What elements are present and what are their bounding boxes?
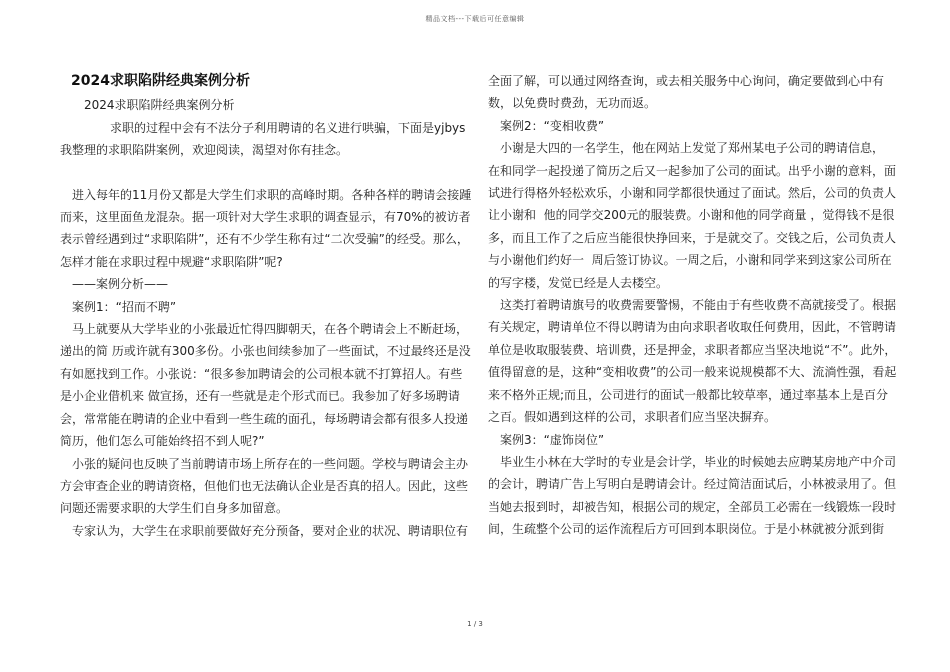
case2-paragraph-2: 这类打着聘请旗号的收费需要警惕，不能由于有些收费不高就接受了。根据有关规定，聘请单位不得以聘请为由向求职者收取任何费用，因此，不管聘请单位是收取服装费、培训费，还是押金，求职者都应当坚决地说“不”。此外，值得留意的是，这种“变相收费”的公司一般来说规模都不大、流淌性强，看起来不格外正规;而且，公司进行的面试一般都比较草率，通过率基本上是百分之百。假如遇到这样的公司，求职者们应当坚决摒弃。	[488, 298, 897, 425]
page-header-watermark: 精品文档---下载后可任意编辑	[425, 15, 525, 23]
document-title: 2024求职陷阱经典案例分析	[71, 73, 250, 89]
case1-paragraph-3: 专家认为，大学生在求职前要做好充分预备，要对企业的状况、聘请职位有	[72, 523, 469, 538]
right-column	[488, 70, 900, 541]
case1-paragraph-2: 小张的疑问也反映了当前聘请市场上所存在的一些问题。学校与聘请会主办方会审查企业的聘请资格，但他们也无法确认企业是否真的招人。因此，这些问题还需要求职的大学生们自身多加留意。	[60, 456, 469, 516]
case3-title: 案例3：“虚饰岗位”	[500, 432, 605, 447]
section-heading: ——案例分析——	[72, 277, 169, 292]
case2-title: 案例2：“变相收费”	[500, 118, 605, 133]
case1-title: 案例1：“招而不聘”	[72, 299, 177, 314]
page-number: 1 / 3	[467, 620, 483, 628]
left-column	[60, 70, 472, 542]
continued-paragraph: 全面了解，可以通过网络查询，或去相关服务中心询问，确定要做到心中有数，以免费时费劲，无功而返。	[488, 74, 885, 111]
document-subtitle: 2024求职陷阱经典案例分析	[84, 98, 235, 113]
paragraph-background: 进入每年的11月份又都是大学生们求职的高峰时期。各种各样的聘请会接踵而来，这里面鱼龙混杂。据一项针对大学生求职的调查显示，有70%的被访者表示曾经遇到过“求职陷阱”，还有不少学生称有过“二次受骗”的经受。那么，怎样才能在求职过程中规避“求职陷阱”呢?	[60, 187, 472, 269]
intro-paragraph: 求职的过程中会有不法分子利用聘请的名义进行哄骗，下面是yjbys我整理的求职陷阱案例，欢迎阅读，渴望对你有挂念。	[60, 120, 466, 158]
case2-paragraph-1: 小谢是大四的一名学生，他在网站上发觉了郑州某电子公司的聘请信息， 在和同学一起投递了简历之后又一起参加了公司的面试。出乎小谢的意料，面试进行得格外轻松欢乐，小谢和同学都很快通过了面试。然后，公司的负责人让小谢和 他的同学交200元的服装费。小谢和他的同学商量 ，觉得钱不是很多，而且工作了之后应当能很快挣回来，于是就交了。交钱之后，公司负责人与小谢他们约好一 周后签订协议。一周之后，小谢和同学来到这家公司所在的写字楼，发觉已经是人去楼空。	[488, 141, 897, 290]
case1-paragraph-1: 马上就要从大学毕业的小张最近忙得四脚朝天，在各个聘请会上不断赶场，递出的简 历或许就有300多份。小张也间续参加了一些面试，不过最终还是没有如愿找到工作。小张说：“很多参加聘请会的公司根本就不打算招人。有些是小企业借机来 做宣扬，还有一些就是走个形式而已。我参加了好多场聘请会，常常能在聘请的企业中看到一些生疏的面孔，每场聘请会都有很多人投递简历，他们怎么可能始终招不到人呢?”	[60, 322, 471, 449]
case3-paragraph-1: 毕业生小林在大学时的专业是会计学，毕业的时候她去应聘某房地产中介司的会计，聘请广告上写明白是聘请会计。经过简洁面试后，小林被录用了。但当她去报到时，却被告知，根据公司的规定，全部员工必需在一线锻炼一段时间，生疏整个公司的运作流程后方可回到本职岗位。于是小林就被分派到街	[488, 454, 897, 537]
paragraph-gap	[60, 162, 472, 184]
